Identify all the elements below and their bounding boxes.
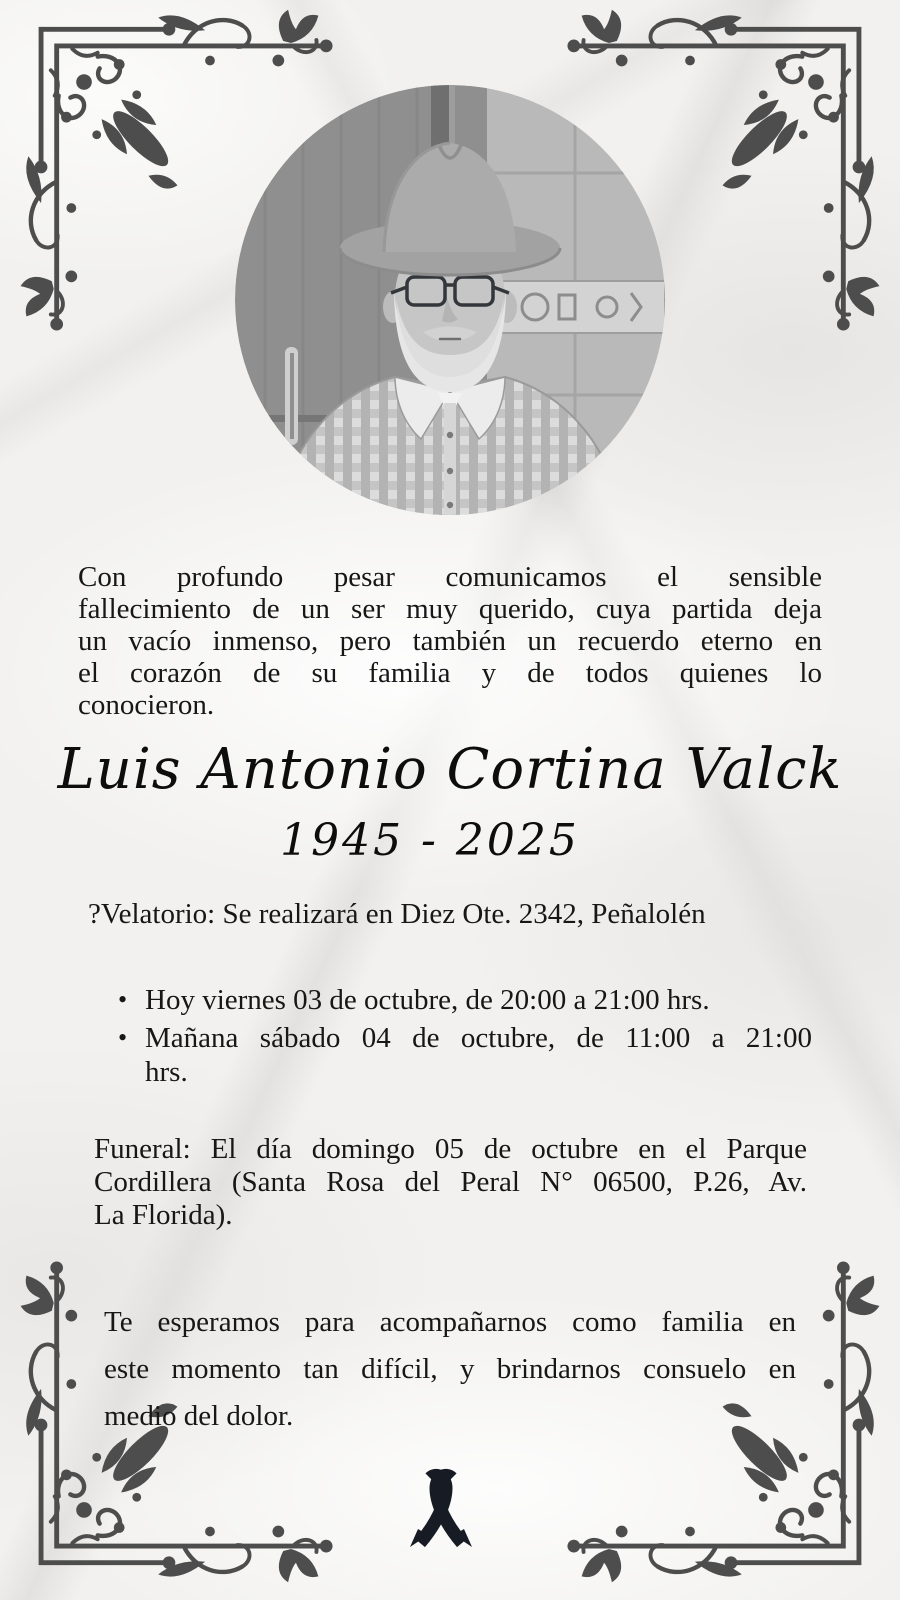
closing-paragraph (104, 1299, 796, 1440)
intro-line: Con profundo pesar comunicamos el sensible (78, 561, 822, 593)
intro-paragraph (78, 561, 822, 721)
intro-line: un vacío inmenso, pero también un recuerdo eterno en (78, 625, 822, 657)
schedule-line: hrs. (145, 1056, 188, 1088)
deceased-name: Luis Antonio Cortina Valck (57, 737, 843, 802)
closing-line: este momento tan difícil, y brindarnos consuelo en (104, 1353, 796, 1385)
intro-line: conocieron. (78, 689, 215, 721)
funeral-line: Cordillera (Santa Rosa del Peral N° 06500, P.26, Av. (94, 1166, 807, 1198)
closing-line: Te esperamos para acompañarnos como familia en (104, 1306, 796, 1338)
closing-line: medio del dolor. (104, 1400, 294, 1432)
funeral-line: La Florida). (94, 1199, 233, 1231)
wake-schedule-item (108, 1021, 812, 1089)
mourning-ribbon-icon (408, 1466, 474, 1552)
wake-schedule-list (108, 983, 812, 1093)
intro-line: el corazón de su familia y de todos quienes lo (78, 657, 822, 689)
wake-schedule-item (108, 983, 812, 1017)
portrait-photo (235, 85, 665, 515)
wake-heading: ?Velatorio: Se realizará en Diez Ote. 2342, Peñalolén (88, 898, 706, 930)
schedule-line: • Hoy viernes 03 de octubre, de 20:00 a 21:00 hrs. (145, 984, 710, 1016)
funeral-paragraph (94, 1133, 807, 1232)
schedule-line: • Mañana sábado 04 de octubre, de 11:00 a 21:00 (145, 1022, 812, 1054)
funeral-line: Funeral: El día domingo 05 de octubre en el Parque (94, 1133, 807, 1165)
intro-line: fallecimiento de un ser muy querido, cuya partida deja (78, 593, 822, 625)
life-years: 1945 - 2025 (280, 815, 580, 866)
